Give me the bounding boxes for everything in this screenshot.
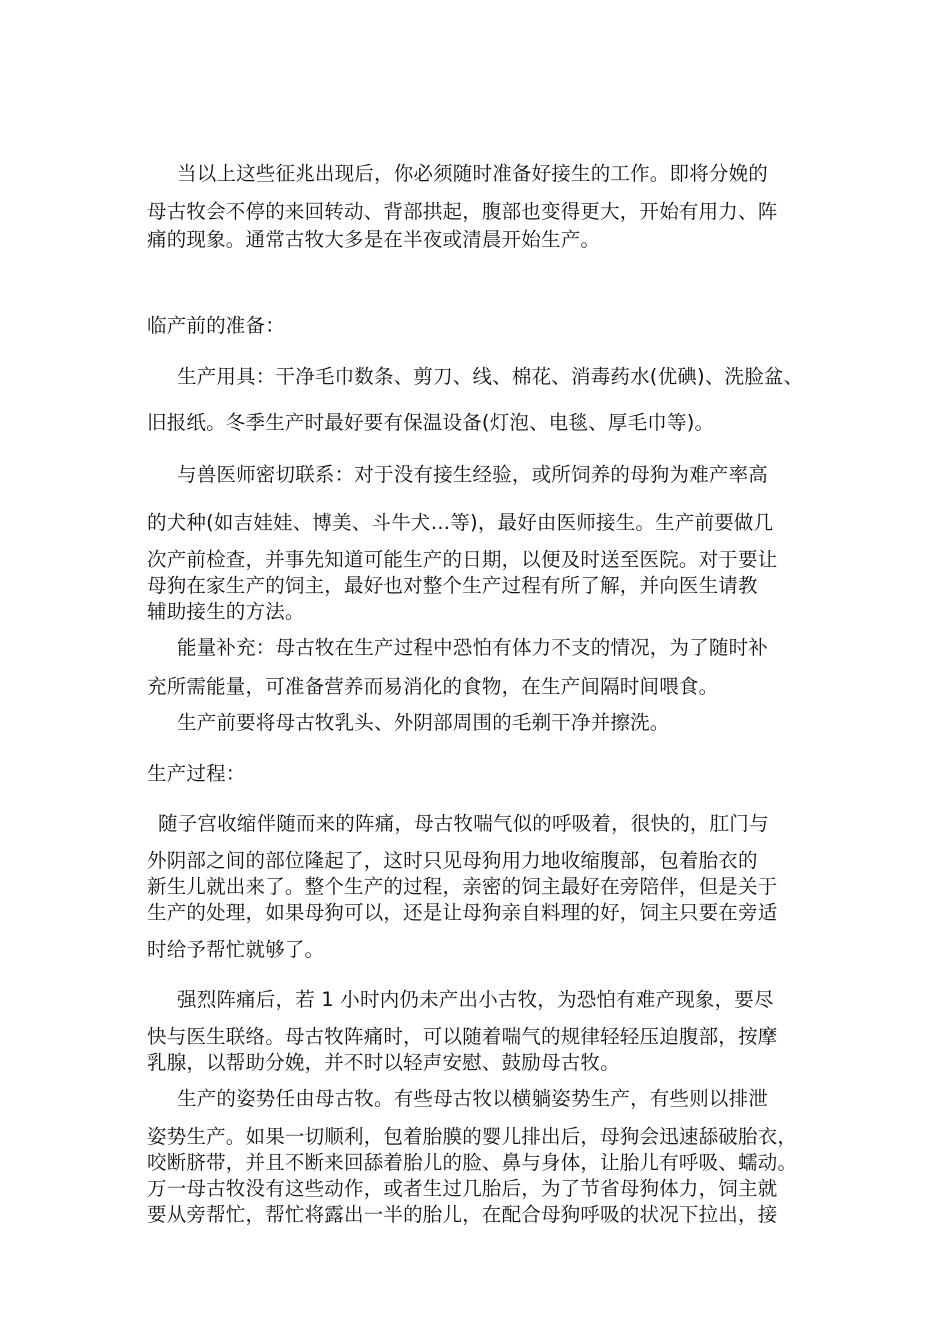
text-line: 能量补充：母古牧在生产过程中恐怕有体力不支的情况，为了随时补 xyxy=(177,636,769,659)
text-line: 强烈阵痛后，若 1 小时内仍未产出小古牧，为恐怕有难产现象，要尽 xyxy=(177,988,774,1011)
text-line: 次产前检查，并事先知道可能生产的日期，以便及时送至医院。对于要让 xyxy=(147,548,778,571)
text-line: 生产的姿势任由母古牧。有些母古牧以横躺姿势生产，有些则以排泄 xyxy=(177,1087,769,1110)
text-line: 的犬种(如吉娃娃、博美、斗牛犬…等)，最好由医师接生。生产前要做几 xyxy=(147,511,774,534)
text-line: 乳腺，以帮助分娩，并不时以轻声安慰、鼓励母古牧。 xyxy=(147,1051,620,1074)
text-line: 随子宫收缩伴随而来的阵痛，母古牧喘气似的呼吸着，很快的，肛门与 xyxy=(158,812,769,835)
text-line: 快与医生联络。母古牧阵痛时，可以随着喘气的规律轻轻压迫腹部，按摩 xyxy=(147,1025,778,1048)
text-line: 时给予帮忙就够了。 xyxy=(147,938,325,961)
text-line: 充所需能量，可准备营养而易消化的食物，在生产间隔时间喂食。 xyxy=(147,675,719,698)
text-line: 母狗在家生产的饲主，最好也对整个生产过程有所了解，并向医生请教 xyxy=(147,574,758,597)
text-line: 万一母古牧没有这些动作，或者生过几胎后，为了节省母狗体力，饲主就 xyxy=(147,1177,778,1200)
text-line: 生产的处理，如果母狗可以，还是让母狗亲自料理的好，饲主只要在旁适 xyxy=(147,901,778,924)
text-line: 辅助接生的方法。 xyxy=(147,600,305,623)
text-line: 旧报纸。冬季生产时最好要有保温设备(灯泡、电毯、厚毛巾等)。 xyxy=(147,411,715,434)
text-line: 当以上这些征兆出现后，你必须随时准备好接生的工作。即将分娩的 xyxy=(177,162,769,185)
text-line: 新生儿就出来了。整个生产的过程，亲密的饲主最好在旁陪伴，但是关于 xyxy=(147,875,778,898)
section-heading: 临产前的准备： xyxy=(147,314,285,337)
section-heading: 生产过程： xyxy=(147,762,246,785)
text-line: 生产用具：干净毛巾数条、剪刀、线、棉花、消毒药水(优碘)、洗脸盆、 xyxy=(177,365,804,388)
text-line: 生产前要将母古牧乳头、外阴部周围的毛剃干净并擦洗。 xyxy=(177,711,670,734)
text-line: 痛的现象。通常古牧大多是在半夜或清晨开始生产。 xyxy=(147,228,601,251)
text-line: 外阴部之间的部位隆起了，这时只见母狗用力地收缩腹部，包着胎衣的 xyxy=(147,849,758,872)
text-line: 咬断脐带，并且不断来回舔着胎儿的脸、鼻与身体，让胎儿有呼吸、蠕动。 xyxy=(147,1151,798,1174)
text-line: 与兽医师密切联系：对于没有接生经验，或所饲养的母狗为难产率高 xyxy=(177,463,769,486)
text-line: 母古牧会不停的来回转动、背部拱起，腹部也变得更大，开始有用力、阵 xyxy=(147,200,778,223)
text-line: 要从旁帮忙，帮忙将露出一半的胎儿，在配合母狗呼吸的状况下拉出，接 xyxy=(147,1203,778,1226)
text-line: 姿势生产。如果一切顺利，包着胎膜的婴儿排出后，母狗会迅速舔破胎衣， xyxy=(147,1125,798,1148)
